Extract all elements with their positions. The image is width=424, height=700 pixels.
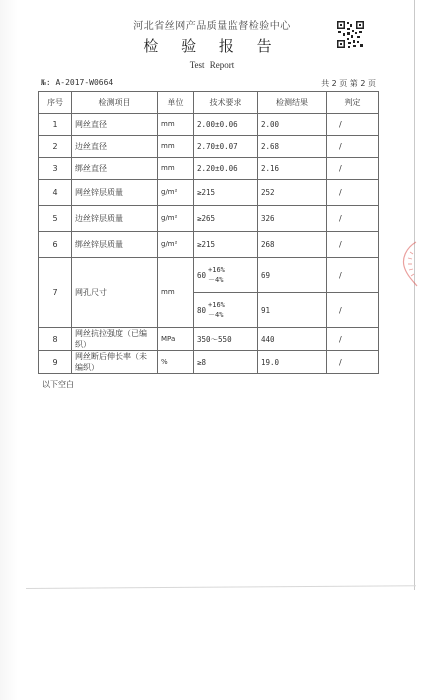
row-seq: 3 [39,158,72,180]
col-seq: 序号 [39,92,72,114]
row-judgement: / [327,136,379,158]
row-item: 网孔尺寸 [72,258,158,328]
table-row [39,232,379,258]
paper-edge-bottom [26,585,416,589]
col-requirement: 技术要求 [194,92,258,114]
row-item: 网丝断后伸长率（未编织） [72,351,158,374]
row-judgement: / [327,180,379,206]
page-counter: 共 2 页 第 2 页 [321,79,376,88]
row-seq: 4 [39,180,72,206]
row-unit: g/m² [158,206,194,232]
report-title: 检 验 报 告 [143,37,281,55]
red-seal-stamp [396,240,418,288]
tolerance-upper: +16% [208,266,225,274]
row-result: 326 [258,206,327,232]
row-judgement: / [327,351,379,374]
paper-edge-right [414,0,415,590]
tolerance-value [197,265,225,285]
row-unit: g/m² [158,232,194,258]
table-row-mesh-a [39,258,379,293]
row-seq: 6 [39,232,72,258]
row-item: 边丝直径 [72,136,158,158]
row-requirement: 2.70±0.07 [194,136,258,158]
row-item: 绑丝锌层质量 [72,232,158,258]
results-table [38,91,379,374]
mesh-requirement-80 [194,293,258,328]
table-header-row [39,92,379,114]
tolerance-range [208,265,225,285]
table-row [39,328,379,351]
row-item: 网丝直径 [72,114,158,136]
row-result: 2.68 [258,136,327,158]
row-seq: 5 [39,206,72,232]
row-requirement: ≥215 [194,180,258,206]
row-unit: mm [158,136,194,158]
mesh-requirement-60 [194,258,258,293]
document-number: №: A-2017-W0664 [41,78,114,87]
row-judgement: / [327,293,379,328]
row-result: 19.0 [258,351,327,374]
row-seq: 9 [39,351,72,374]
table-row [39,351,379,374]
row-judgement: / [327,206,379,232]
row-requirement: ≥265 [194,206,258,232]
col-result: 检测结果 [258,92,327,114]
tolerance-base: 80 [197,305,207,315]
table-row [39,206,379,232]
end-of-content-note: 以下空白 [42,380,74,389]
paper-shadow [0,0,18,700]
row-requirement: 2.00±0.06 [194,114,258,136]
table-row [39,180,379,206]
col-unit: 单位 [158,92,194,114]
row-judgement: / [327,328,379,351]
table-row [39,114,379,136]
tolerance-lower: －4% [208,276,224,284]
tolerance-range [208,300,225,320]
row-requirement: ≥8 [194,351,258,374]
col-judgement: 判定 [327,92,379,114]
row-result: 268 [258,232,327,258]
row-unit: g/m² [158,180,194,206]
row-seq: 7 [39,258,72,328]
row-requirement: 350～550 [194,328,258,351]
row-result: 2.16 [258,158,327,180]
row-seq: 2 [39,136,72,158]
row-judgement: / [327,114,379,136]
row-requirement: ≥215 [194,232,258,258]
row-item: 绑丝直径 [72,158,158,180]
qr-code-icon [336,20,365,49]
tolerance-base: 60 [197,270,207,280]
row-result: 69 [258,258,327,293]
row-item: 网丝锌层质量 [72,180,158,206]
col-item: 检测项目 [72,92,158,114]
row-result: 440 [258,328,327,351]
row-judgement: / [327,258,379,293]
row-unit: MPa [158,328,194,351]
tolerance-upper: +16% [208,301,225,309]
tolerance-value [197,300,225,320]
row-unit: mm [158,158,194,180]
row-judgement: / [327,232,379,258]
row-judgement: / [327,158,379,180]
institute-name: 河北省丝网产品质量监督检验中心 [133,21,291,32]
row-unit: mm [158,114,194,136]
row-seq: 8 [39,328,72,351]
row-result: 91 [258,293,327,328]
row-item: 网丝抗拉强度（已编织） [72,328,158,351]
row-unit: mm [158,258,194,328]
row-unit: % [158,351,194,374]
row-item: 边丝锌层质量 [72,206,158,232]
row-seq: 1 [39,114,72,136]
table-row [39,136,379,158]
row-result: 252 [258,180,327,206]
tolerance-lower: －4% [208,311,224,319]
table-row [39,158,379,180]
row-result: 2.00 [258,114,327,136]
row-requirement: 2.20±0.06 [194,158,258,180]
report-subtitle: Test Report [189,60,235,70]
